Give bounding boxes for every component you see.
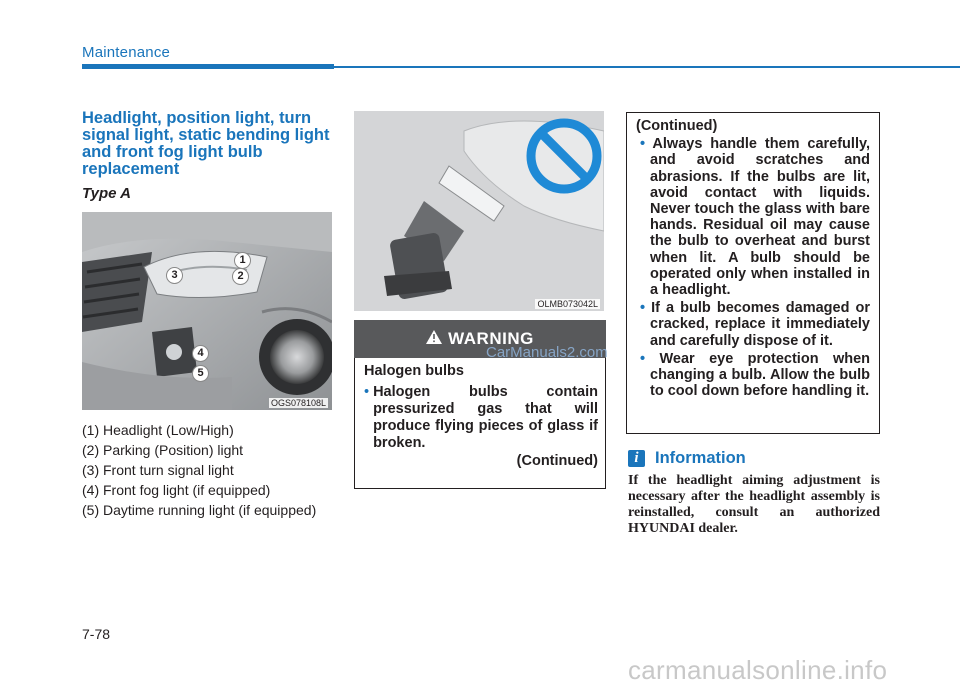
list-item: (1) Headlight (Low/High) bbox=[82, 422, 234, 438]
warning-title: Halogen bulbs bbox=[364, 363, 464, 379]
warning-label: WARNING bbox=[448, 329, 534, 348]
warning-icon bbox=[426, 329, 442, 349]
continued-bullet-list bbox=[636, 136, 870, 399]
list-item: • Always handle them carefully, and avoid scratches and abrasions. If the bulbs are lit, avoid contact with liquids. Never touch the glass with bare hands. Residual oil may cause the bulb to overheat and burst when lit. A bulb should be operated only when installed in a headlight. bbox=[640, 136, 870, 299]
information-title: Information bbox=[655, 449, 746, 467]
bulb-figure bbox=[354, 111, 604, 311]
warning-body bbox=[364, 363, 598, 470]
watermark-footer: carmanualsonline.info bbox=[628, 655, 888, 685]
list-item: (3) Front turn signal light bbox=[82, 462, 234, 478]
warning-bullet bbox=[364, 384, 598, 452]
figure-code: OLMB073042L bbox=[537, 299, 598, 309]
info-icon: i bbox=[628, 450, 645, 467]
section-title: Maintenance bbox=[82, 44, 171, 61]
header-rule-thick bbox=[82, 64, 334, 69]
warning-bullet-text: Halogen bulbs contain pressurized gas that will produce flying pieces of glass if broken. bbox=[373, 384, 598, 451]
callout-3: 3 bbox=[166, 267, 183, 284]
callout-2: 2 bbox=[232, 268, 249, 285]
type-subheading: Type A bbox=[82, 185, 131, 202]
bulb-handling-illustration bbox=[354, 111, 604, 311]
list-item: (4) Front fog light (if equipped) bbox=[82, 482, 271, 498]
information-text: If the headlight aiming adjustment is necessary after the headlight assembly is reinstalled, consult an authorized HYUNDAI dealer. bbox=[628, 473, 880, 536]
callout-1: 1 bbox=[234, 252, 251, 269]
callout-4: 4 bbox=[192, 345, 209, 362]
information-heading bbox=[628, 449, 746, 468]
list-item: (2) Parking (Position) light bbox=[82, 442, 244, 458]
headlight-figure bbox=[82, 212, 332, 410]
car-front-illustration bbox=[82, 212, 332, 410]
callout-5: 5 bbox=[192, 365, 209, 382]
bullet-icon: • bbox=[364, 384, 370, 400]
parts-list bbox=[82, 420, 337, 520]
list-item: • If a bulb becomes damaged or cracked, replace it immediately and carefully dispose of it. bbox=[640, 300, 870, 349]
figure-code: OGS078108L bbox=[270, 398, 326, 408]
continued-warning-body bbox=[636, 118, 870, 401]
header-rule-thin bbox=[334, 66, 960, 68]
page-number: 7-78 bbox=[82, 626, 111, 642]
list-item: (5) Daytime running light (if equipped) bbox=[82, 502, 317, 518]
list-item: • Wear eye protection when changing a bulb. Allow the bulb to cool down before handling it. bbox=[640, 350, 871, 400]
continued-label: (Continued) bbox=[636, 118, 718, 134]
page-heading: Headlight, position light, turn signal light, static bending light and front fog light bulb replacement bbox=[82, 109, 330, 178]
watermark-overlay: CarManuals2.com bbox=[486, 344, 608, 361]
warning-continued: (Continued) bbox=[516, 453, 598, 469]
